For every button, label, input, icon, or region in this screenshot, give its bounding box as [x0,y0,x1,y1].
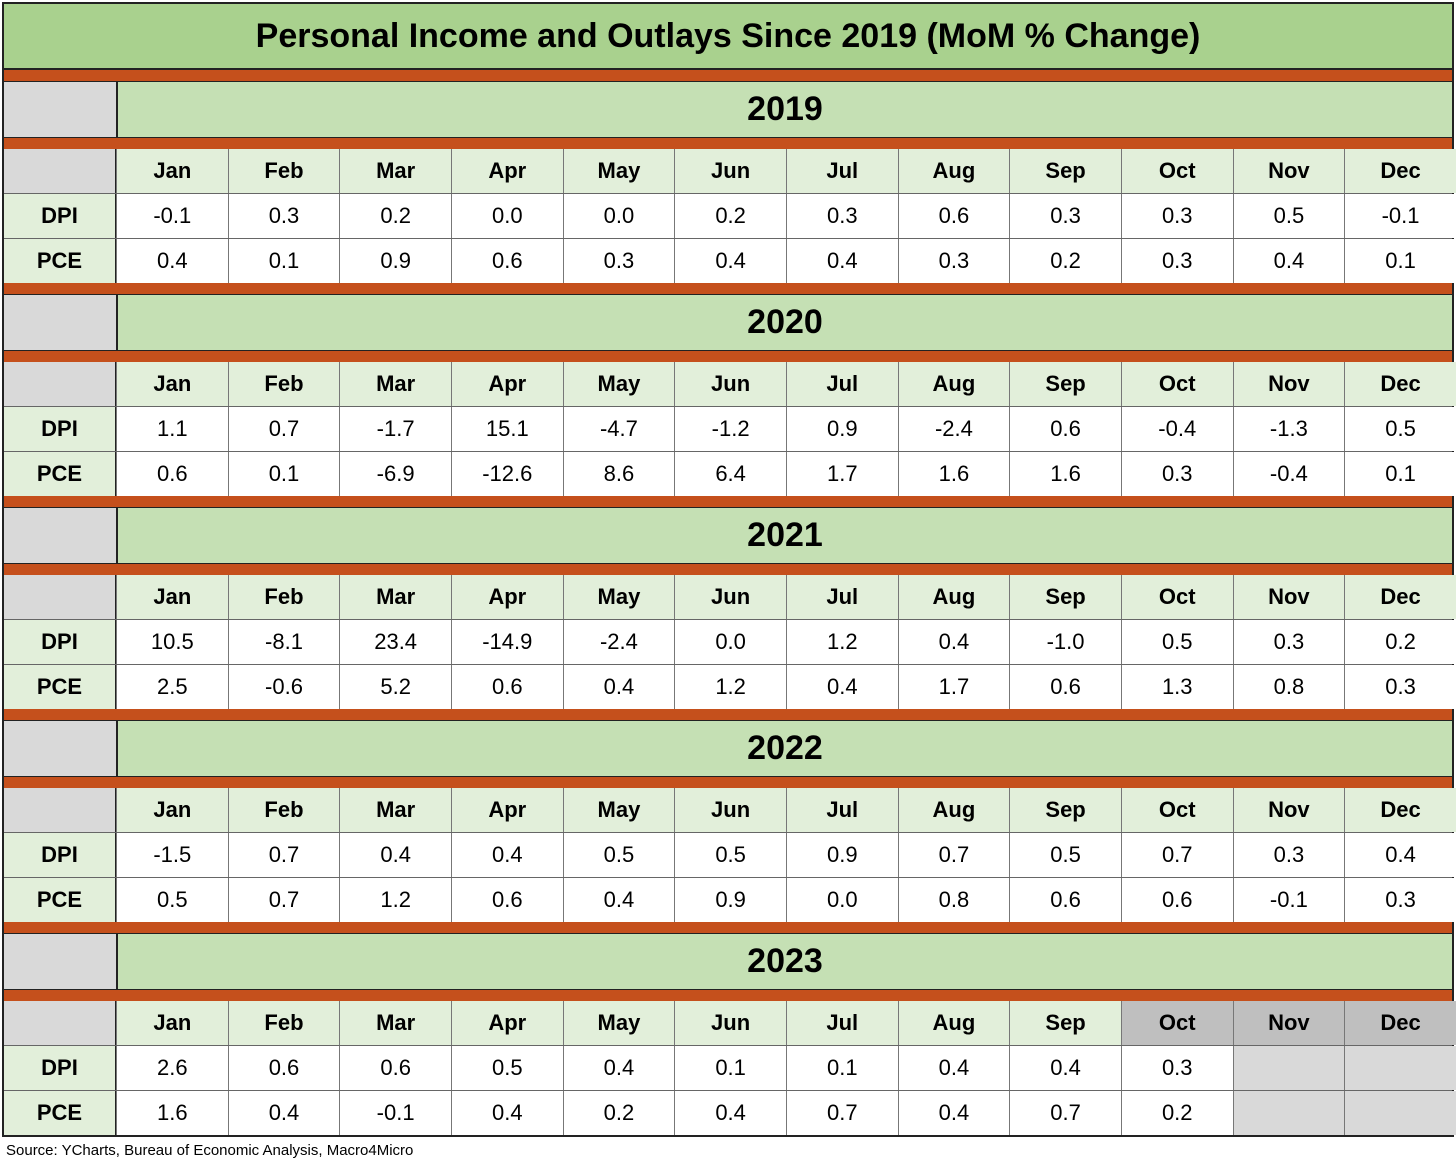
month-header: Dec [1344,1001,1456,1045]
row-label: DPI [4,620,116,664]
month-header: Feb [228,575,340,619]
value-cell: 0.4 [563,878,675,922]
month-header: Jun [674,149,786,193]
value-cell: 0.4 [898,1046,1010,1090]
value-cell: 1.2 [674,665,786,709]
value-cell: 0.3 [1121,194,1233,238]
data-grid [2,788,1454,922]
month-header: Jan [116,1001,228,1045]
value-cell: 0.6 [451,665,563,709]
header-corner [4,149,116,193]
separator-bar [2,922,1454,933]
value-cell: 0.7 [228,878,340,922]
table-bottom-border [2,1135,1454,1137]
year-label: 2022 [118,721,1452,776]
row-label: DPI [4,407,116,451]
value-cell: 0.1 [1344,239,1456,283]
value-cell: -14.9 [451,620,563,664]
value-cell: 0.5 [451,1046,563,1090]
separator-bar [2,777,1454,788]
value-cell: 0.3 [786,194,898,238]
data-grid [2,1001,1454,1135]
value-cell: 0.3 [898,239,1010,283]
value-cell: 1.7 [898,665,1010,709]
value-cell: 0.1 [786,1046,898,1090]
month-header-row [4,788,1452,833]
value-cell: 0.6 [1121,878,1233,922]
month-header: Jun [674,575,786,619]
year-corner-blank [4,295,118,350]
value-cell: 8.6 [563,452,675,496]
value-cell: 0.5 [116,878,228,922]
value-cell: 0.7 [1009,1091,1121,1135]
value-cell: 0.6 [339,1046,451,1090]
table-row-pce [4,878,1452,922]
value-cell: -2.4 [563,620,675,664]
month-header: Nov [1233,149,1345,193]
value-cell: 0.7 [786,1091,898,1135]
value-cell: 0.6 [116,452,228,496]
value-cell: 1.7 [786,452,898,496]
table-row-pce [4,665,1452,709]
month-header: Jun [674,1001,786,1045]
separator-bar [2,564,1454,575]
value-cell: -0.1 [1233,878,1345,922]
month-header: Mar [339,1001,451,1045]
month-header: Sep [1009,575,1121,619]
row-label: DPI [4,833,116,877]
value-cell: -0.4 [1233,452,1345,496]
month-header: Jan [116,788,228,832]
source-note: Source: YCharts, Bureau of Economic Analysis, Macro4Micro [6,1142,414,1159]
value-cell: 0.4 [339,833,451,877]
month-header: Sep [1009,149,1121,193]
month-header: Feb [228,788,340,832]
value-cell: -1.5 [116,833,228,877]
month-header: Jul [786,575,898,619]
month-header: Mar [339,575,451,619]
month-header: May [563,362,675,406]
separator-bar [2,496,1454,507]
value-cell: 0.3 [1233,833,1345,877]
value-cell: 0.4 [116,239,228,283]
value-cell: -6.9 [339,452,451,496]
value-cell: 6.4 [674,452,786,496]
value-cell: -8.1 [228,620,340,664]
header-corner [4,575,116,619]
month-header: Dec [1344,788,1456,832]
table-row-dpi [4,620,1452,665]
row-label: PCE [4,878,116,922]
month-header: Oct [1121,1001,1233,1045]
value-cell: 0.5 [1233,194,1345,238]
month-header: May [563,149,675,193]
value-cell: 0.0 [786,878,898,922]
month-header: Apr [451,1001,563,1045]
table-row-dpi [4,194,1452,239]
value-cell: 1.2 [786,620,898,664]
value-cell: 2.5 [116,665,228,709]
value-cell: 1.6 [898,452,1010,496]
value-cell: 0.4 [451,833,563,877]
month-header: Feb [228,1001,340,1045]
year-block-2021 [2,496,1454,709]
month-header: Apr [451,362,563,406]
separator-bar [2,709,1454,720]
month-header: May [563,1001,675,1045]
year-blocks [2,70,1454,1137]
value-cell: 0.4 [563,1046,675,1090]
month-header: Jun [674,362,786,406]
year-block-2019 [2,70,1454,283]
month-header-row [4,149,1452,194]
table-title: Personal Income and Outlays Since 2019 (MoM % Change) [2,2,1454,70]
month-header: Apr [451,788,563,832]
value-cell: 0.3 [563,239,675,283]
data-grid [2,575,1454,709]
separator-bar [2,70,1454,81]
value-cell: 0.4 [228,1091,340,1135]
month-header-row [4,362,1452,407]
value-cell: 10.5 [116,620,228,664]
value-cell: -0.1 [339,1091,451,1135]
value-cell: 0.9 [339,239,451,283]
month-header: Mar [339,149,451,193]
value-cell: 0.7 [228,407,340,451]
value-cell: 0.2 [1121,1091,1233,1135]
month-header: Aug [898,575,1010,619]
value-cell: 0.6 [1009,407,1121,451]
month-header: Nov [1233,362,1345,406]
value-cell: 0.4 [898,620,1010,664]
row-label: PCE [4,1091,116,1135]
month-header: Sep [1009,362,1121,406]
header-corner [4,1001,116,1045]
value-cell: 0.1 [674,1046,786,1090]
month-header: Oct [1121,149,1233,193]
month-header: Oct [1121,362,1233,406]
month-header: Jan [116,575,228,619]
value-cell: 0.7 [228,833,340,877]
value-cell: -1.3 [1233,407,1345,451]
value-cell: 0.4 [674,1091,786,1135]
month-header: Sep [1009,788,1121,832]
value-cell: 0.0 [674,620,786,664]
month-header: Apr [451,575,563,619]
value-cell: 0.4 [674,239,786,283]
month-header: Oct [1121,575,1233,619]
value-cell: -1.7 [339,407,451,451]
year-block-2022 [2,709,1454,922]
year-block-2023 [2,922,1454,1135]
value-cell: 0.1 [1344,452,1456,496]
month-header: Dec [1344,362,1456,406]
year-label: 2020 [118,295,1452,350]
value-cell: 0.2 [339,194,451,238]
table-row-dpi [4,407,1452,452]
value-cell: 1.3 [1121,665,1233,709]
value-cell: 0.8 [898,878,1010,922]
row-label: PCE [4,665,116,709]
month-header: May [563,575,675,619]
value-cell: 0.3 [1233,620,1345,664]
value-cell: -0.1 [116,194,228,238]
value-cell: -12.6 [451,452,563,496]
row-label: PCE [4,239,116,283]
value-cell: 0.0 [563,194,675,238]
value-cell: 0.5 [1121,620,1233,664]
value-cell: 0.3 [1344,665,1456,709]
value-cell: -1.2 [674,407,786,451]
month-header: Mar [339,362,451,406]
value-cell: 0.2 [1009,239,1121,283]
header-corner [4,362,116,406]
value-cell: 0.5 [1009,833,1121,877]
value-cell: 15.1 [451,407,563,451]
year-header-row [2,507,1454,564]
empty-cell [1344,1046,1456,1090]
value-cell: 0.6 [1009,878,1121,922]
value-cell: 0.6 [1009,665,1121,709]
value-cell: 0.4 [786,239,898,283]
month-header: Nov [1233,788,1345,832]
table-row-dpi [4,833,1452,878]
value-cell: 0.7 [1121,833,1233,877]
month-header: Jul [786,788,898,832]
month-header: Oct [1121,788,1233,832]
value-cell: 0.8 [1233,665,1345,709]
row-label: PCE [4,452,116,496]
month-header: Feb [228,149,340,193]
value-cell: 0.9 [674,878,786,922]
month-header-row [4,575,1452,620]
year-header-row [2,294,1454,351]
value-cell: 0.3 [1344,878,1456,922]
month-header: May [563,788,675,832]
value-cell: 23.4 [339,620,451,664]
value-cell: 0.1 [228,452,340,496]
value-cell: 0.9 [786,833,898,877]
header-corner [4,788,116,832]
value-cell: 0.4 [898,1091,1010,1135]
data-grid [2,362,1454,496]
value-cell: 0.5 [674,833,786,877]
value-cell: -4.7 [563,407,675,451]
row-label: DPI [4,1046,116,1090]
empty-cell [1233,1091,1345,1135]
month-header: Aug [898,788,1010,832]
value-cell: 0.3 [1121,1046,1233,1090]
value-cell: 0.5 [1344,407,1456,451]
month-header: Jul [786,362,898,406]
value-cell: 0.4 [786,665,898,709]
row-label: DPI [4,194,116,238]
table-row-pce [4,239,1452,283]
month-header: Jul [786,1001,898,1045]
value-cell: -0.1 [1344,194,1456,238]
year-header-row [2,81,1454,138]
month-header: Jan [116,362,228,406]
year-corner-blank [4,508,118,563]
value-cell: 5.2 [339,665,451,709]
month-header: Apr [451,149,563,193]
empty-cell [1233,1046,1345,1090]
value-cell: 0.2 [1344,620,1456,664]
data-grid [2,149,1454,283]
month-header: Nov [1233,575,1345,619]
value-cell: -0.6 [228,665,340,709]
month-header: Aug [898,362,1010,406]
month-header: Feb [228,362,340,406]
value-cell: 0.6 [898,194,1010,238]
value-cell: 0.6 [451,878,563,922]
year-header-row [2,720,1454,777]
year-corner-blank [4,82,118,137]
year-block-2020 [2,283,1454,496]
year-label: 2021 [118,508,1452,563]
month-header: Aug [898,149,1010,193]
month-header: Jan [116,149,228,193]
month-header: Jun [674,788,786,832]
empty-cell [1344,1091,1456,1135]
month-header: Jul [786,149,898,193]
value-cell: 0.6 [451,239,563,283]
value-cell: 0.4 [451,1091,563,1135]
value-cell: 0.0 [451,194,563,238]
separator-bar [2,990,1454,1001]
value-cell: 0.9 [786,407,898,451]
year-label: 2023 [118,934,1452,989]
value-cell: 0.2 [563,1091,675,1135]
income-outlays-table [2,2,1454,1137]
value-cell: -2.4 [898,407,1010,451]
year-label: 2019 [118,82,1452,137]
separator-bar [2,138,1454,149]
month-header: Dec [1344,149,1456,193]
value-cell: 1.1 [116,407,228,451]
value-cell: 0.4 [1233,239,1345,283]
month-header: Nov [1233,1001,1345,1045]
value-cell: 0.4 [563,665,675,709]
month-header-row [4,1001,1452,1046]
value-cell: 0.4 [1009,1046,1121,1090]
separator-bar [2,283,1454,294]
value-cell: 0.6 [228,1046,340,1090]
table-row-pce [4,452,1452,496]
month-header: Mar [339,788,451,832]
value-cell: 0.5 [563,833,675,877]
value-cell: 1.6 [116,1091,228,1135]
value-cell: 0.7 [898,833,1010,877]
value-cell: -1.0 [1009,620,1121,664]
value-cell: 1.2 [339,878,451,922]
year-header-row [2,933,1454,990]
year-corner-blank [4,934,118,989]
value-cell: 0.3 [1009,194,1121,238]
table-row-dpi [4,1046,1452,1091]
value-cell: 0.3 [1121,239,1233,283]
value-cell: 0.3 [1121,452,1233,496]
value-cell: 0.1 [228,239,340,283]
month-header: Dec [1344,575,1456,619]
month-header: Sep [1009,1001,1121,1045]
year-corner-blank [4,721,118,776]
table-row-pce [4,1091,1452,1135]
month-header: Aug [898,1001,1010,1045]
separator-bar [2,351,1454,362]
value-cell: 0.2 [674,194,786,238]
value-cell: 2.6 [116,1046,228,1090]
value-cell: 0.3 [228,194,340,238]
value-cell: -0.4 [1121,407,1233,451]
value-cell: 1.6 [1009,452,1121,496]
value-cell: 0.4 [1344,833,1456,877]
